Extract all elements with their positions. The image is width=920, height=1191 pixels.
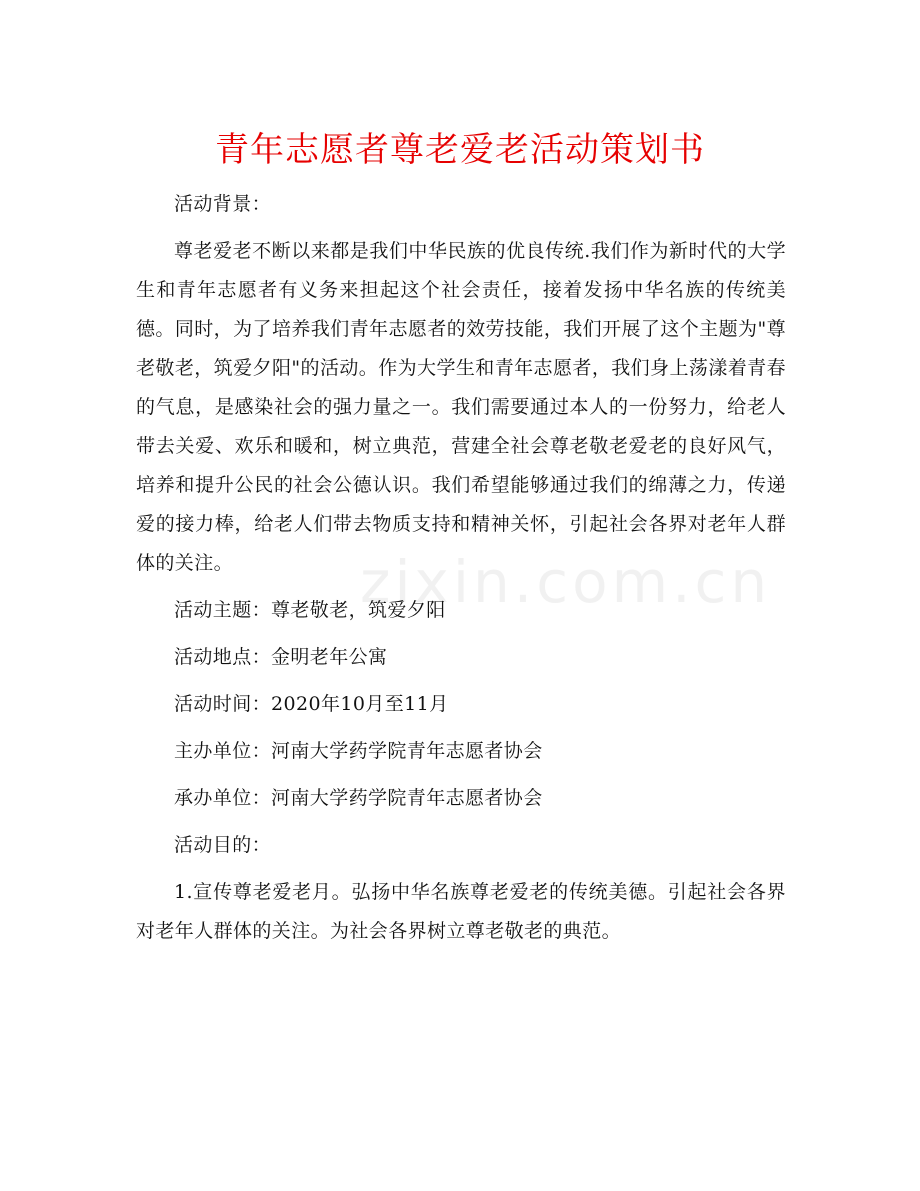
- time-line: 活动时间：2020年10月至11月: [174, 693, 449, 715]
- document-body: [136, 185, 786, 951]
- location-line: 活动地点：金明老年公寓: [174, 646, 388, 668]
- background-label: 活动背景：: [174, 193, 272, 215]
- theme-line: 活动主题：尊老敬老，筑爱夕阳: [174, 599, 446, 621]
- purpose-item-1: 1.宣传尊老爱老月。弘扬中华名族尊老爱老的传统美德。引起社会各界对老年人群体的关注。为社会各界树立尊老敬老的典范。: [136, 881, 786, 942]
- purpose-label: 活动目的：: [174, 834, 272, 856]
- watermark: zixin.com.cn: [360, 548, 772, 616]
- background-paragraph: 尊老爱老不断以来都是我们中华民族的优良传统.我们作为新时代的大学生和青年志愿者有义务来担起这个社会责任，接着发扬中华名族的传统美德。同时，为了培养我们青年志愿者的效劳技能，我们开展了这个主题为"尊老敬老，筑爱夕阳"的活动。作为大学生和青年志愿者，我们身上荡漾着青春的气息，是感染社会的强力量之一。我们需要通过本人的一份努力，给老人带去关爱、欢乐和暖和，树立典范，营建全社会尊老敬老爱老的良好风气，培养和提升公民的社会公德认识。我们希望能够通过我们的绵薄之力，传递爱的接力棒，给老人们带去物质支持和精神关怀，引起社会各界对老年人群体的关注。: [136, 240, 786, 574]
- organizer-line: 主办单位：河南大学药学院青年志愿者协会: [174, 740, 543, 762]
- paragraph-gap: [136, 583, 786, 591]
- undertaker-line: 承办单位：河南大学药学院青年志愿者协会: [174, 787, 543, 809]
- document-title: 青年志愿者尊老爱老活动策划书: [215, 130, 705, 170]
